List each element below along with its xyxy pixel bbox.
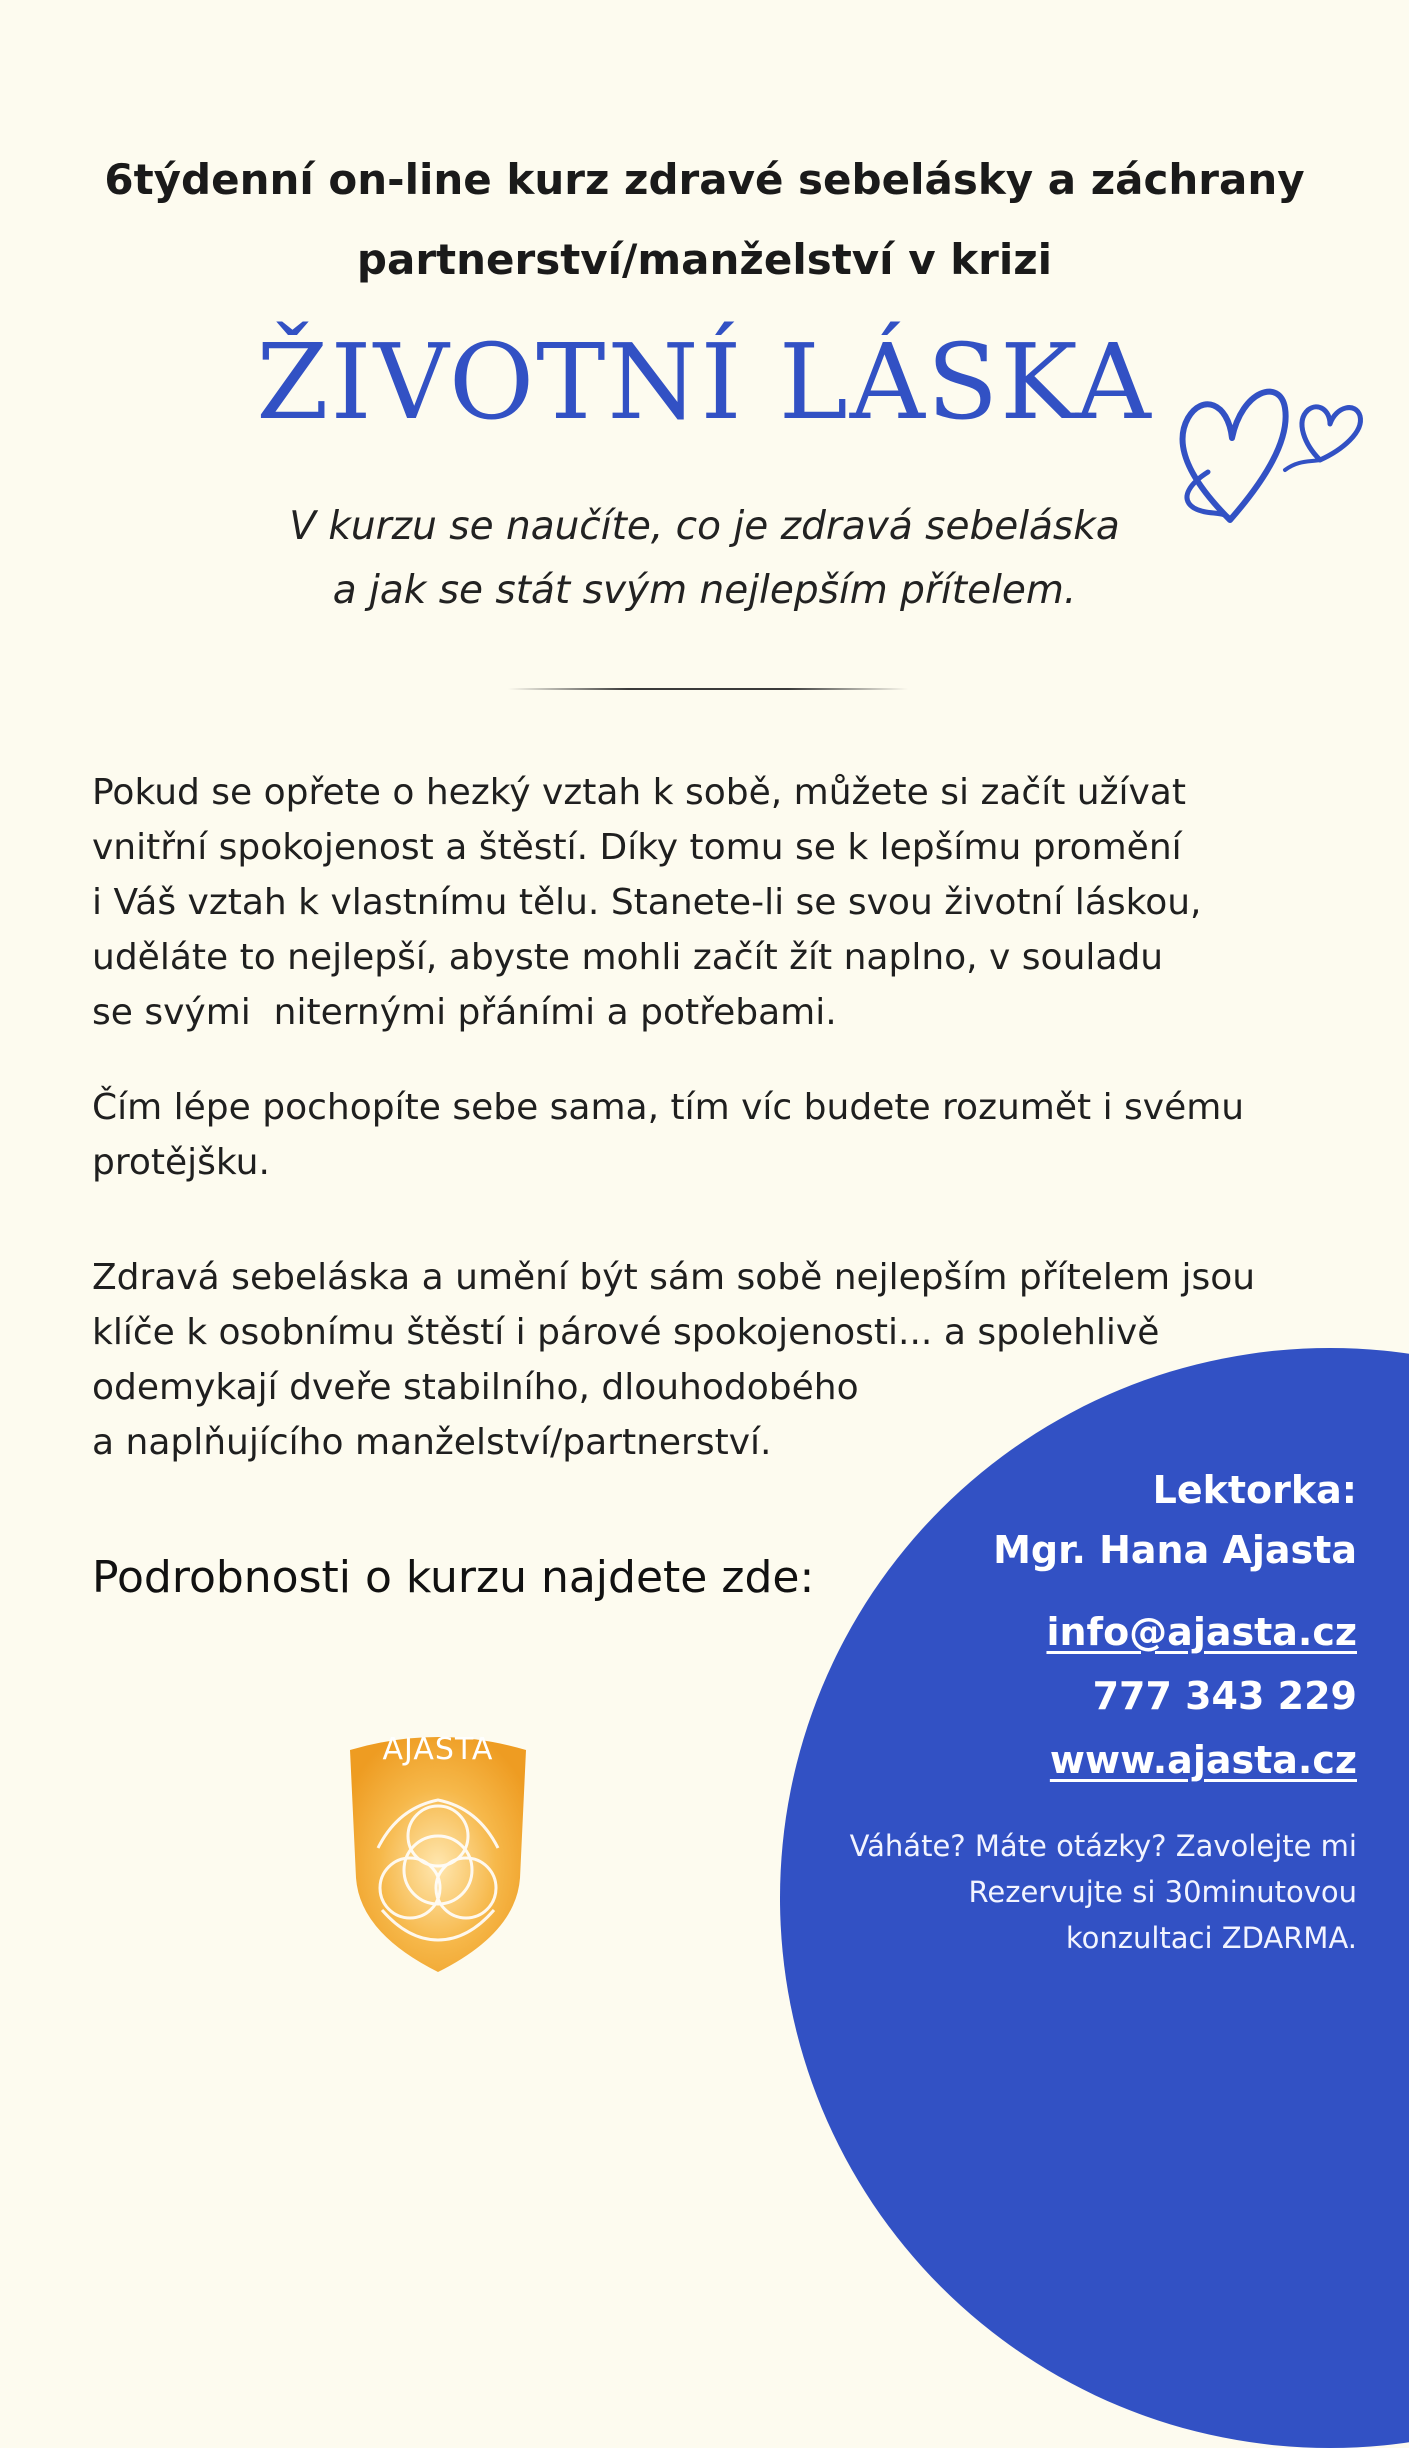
paragraph-line: odemykají dveře stabilního, dlouhodobého (92, 1367, 859, 1408)
paragraph-line: Čím lépe pochopíte sebe sama, tím víc budete rozumět i svému (92, 1087, 1245, 1128)
subtitle-line-1: 6týdenní on-line kurz zdravé sebelásky a záchrany (104, 155, 1305, 204)
paragraph-line: Zdravá sebeláska a umění být sám sobě nejlepším přítelem jsou (92, 1257, 1256, 1298)
cta-line-1: Váháte? Máte otázky? Zavolejte mi (849, 1829, 1357, 1863)
paragraph-line: se svými niternými přáními a potřebami. (92, 992, 837, 1033)
course-subtitle (0, 140, 1409, 300)
email-link-wrapper (1046, 1602, 1357, 1662)
paragraph-line: a naplňujícího manželství/partnerství. (92, 1422, 772, 1463)
course-tagline (0, 495, 1409, 623)
paragraph-1 (92, 765, 1342, 1040)
page-title: ŽIVOTNÍ LÁSKA (256, 321, 1153, 443)
paragraph-line: klíče k osobnímu štěstí i párové spokojenosti... a spolehlivě (92, 1312, 1160, 1353)
paragraph-line: protějšku. (92, 1142, 270, 1183)
lecturer-label: Lektorka: (1152, 1468, 1357, 1512)
cta-line-2: Rezervujte si 30minutovou (968, 1875, 1357, 1909)
lecturer-name: Mgr. Hana Ajasta (993, 1528, 1357, 1572)
logo-text: AJASTA (382, 1732, 494, 1767)
paragraph-line: vnitřní spokojenost a štěstí. Díky tomu se k lepšímu promění (92, 827, 1182, 868)
phone-number: 777 343 229 (1092, 1674, 1357, 1718)
paragraph-line: i Váš vztah k vlastnímu tělu. Stanete-li se svou životní láskou, (92, 882, 1202, 923)
consultation-cta (850, 1823, 1357, 1961)
tagline-line-1: V kurzu se naučíte, co je zdravá sebeláska (289, 504, 1120, 549)
course-details-heading: Podrobnosti o kurzu najdete zde: (92, 1552, 815, 1603)
website-link-wrapper (1050, 1730, 1357, 1790)
email-link[interactable]: info@ajasta.cz (1046, 1610, 1357, 1654)
paragraph-line: uděláte to nejlepší, abyste mohli začít žít naplno, v souladu (92, 937, 1164, 978)
paragraph-line: Pokud se opřete o hezký vztah k sobě, můžete si začít užívat (92, 772, 1186, 813)
paragraph-2 (92, 1080, 1342, 1190)
website-link[interactable]: www.ajasta.cz (1049, 1738, 1357, 1782)
tagline-line-2: a jak se stát svým nejlepším přítelem. (332, 568, 1077, 613)
cta-line-3: konzultaci ZDARMA. (1065, 1921, 1357, 1955)
divider (508, 688, 908, 690)
subtitle-line-2: partnerství/manželství v krizi (356, 235, 1053, 284)
